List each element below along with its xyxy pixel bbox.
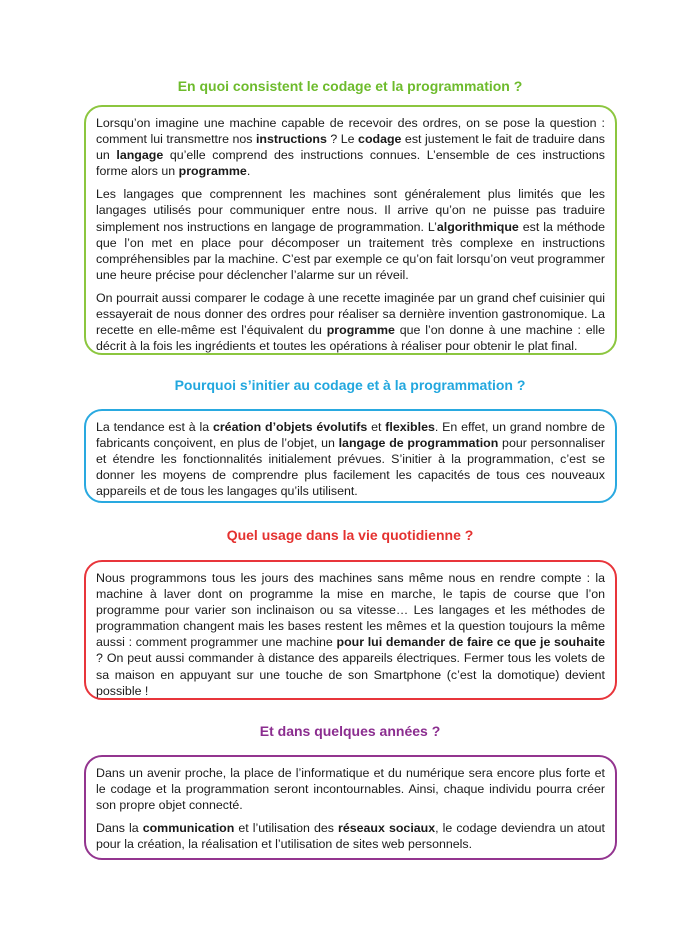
section-3-paragraph-1 xyxy=(96,570,605,699)
text-run: ? On peut aussi commander à distance des appareils électriques. Fermer tous les volets de sa maison en appuyant sur une touche de son Smartphone (c’est la domotique) devient possible ! xyxy=(96,651,605,698)
section-2-title: Pourquoi s’initier au codage et à la programmation ? xyxy=(174,377,526,393)
bold-term: création d’objets évolutifs xyxy=(212,420,368,434)
bold-term: langage de programmation xyxy=(338,436,499,451)
bold-term: réseaux sociaux xyxy=(338,821,436,836)
text-run: La tendance est à la xyxy=(96,420,213,434)
section-1-title: En quoi consistent le codage et la programmation ? xyxy=(177,78,523,94)
text-run: est la méthode que l’on met en place pour décomposer un traitement très complexe en instructions compréhensibles par la machine. C’est par exemple ce qu’on fait lorsqu’on veut programmer une heure précise pour déclencher l’alarme sur un réveil. xyxy=(96,219,605,282)
text-run: pour personnaliser et étendre les fonctionnalités initialement prévues. S’initier à la programmation, c’est se donner les moyens de comprendre plus facilement les capacités de tous ces nouveaux appareils et de tous les langages qu’ils utilisent. xyxy=(96,436,606,499)
section-2-box xyxy=(84,409,617,503)
text-run: , le codage deviendra un atout pour la création, la réalisation et l’utilisation de sites web personnels. xyxy=(96,821,605,852)
section-3-box xyxy=(84,560,617,700)
bold-term: programme xyxy=(178,164,247,179)
text-run: . En effet, un grand nombre de fabricants conçoivent, en plus de l’objet, un xyxy=(96,420,606,451)
bold-term: algorithmique xyxy=(436,219,519,234)
bold-term: programme xyxy=(326,323,395,338)
bold-term: communication xyxy=(142,821,235,836)
section-4-box xyxy=(84,755,617,860)
text-run: est justement le fait de traduire dans un xyxy=(96,132,605,163)
text-run: Dans la xyxy=(96,821,143,836)
section-4-paragraph-2 xyxy=(96,820,605,852)
bold-term: pour lui demander de faire ce que je souhaite xyxy=(336,635,606,650)
bold-term: codage xyxy=(358,132,402,147)
section-1-paragraph-2 xyxy=(96,186,605,283)
text-run: et xyxy=(367,420,386,434)
section-4-paragraph-1 xyxy=(96,765,605,813)
text-run: . xyxy=(246,164,251,179)
section-4-title: Et dans quelques années ? xyxy=(259,723,441,739)
section-3-title: Quel usage dans la vie quotidienne ? xyxy=(226,527,474,543)
text-run: Les langages que comprennent les machines sont généralement plus limités que les langages utilisés pour communiquer entre nous. Il arrive qu’on ne puisse pas traduire simplement nos instructions en langage de programmation. L’ xyxy=(96,187,605,234)
text-run: Nous programmons tous les jours des machines sans même nous en rendre compte : la machine à laver dont on programme la mise en marche, le tapis de course que l’on programme pour varier son inclinaison ou sa vitesse… Les langages et les méthodes de programmation changent mais les bases restent les mêmes et la question toujours la même aussi : comment programmer une machine xyxy=(96,571,605,650)
section-1-paragraph-1 xyxy=(96,115,605,179)
text-run: On pourrait aussi comparer le codage à une recette imaginée par un grand chef cuisinier qui essayerait de nous donner des ordres pour réaliser sa dernière invention gastronomique. La recette en elle-même est l’équivalent du xyxy=(96,290,605,338)
text-run: Dans un avenir proche, la place de l’informatique et du numérique sera encore plus forte et le codage et la programmation seront incontournables. Ainsi, chaque individu pourra créer son propre objet connecté. xyxy=(96,766,605,813)
section-2-paragraph-1 xyxy=(96,419,605,499)
section-1-paragraph-3 xyxy=(96,290,605,354)
text-run: et l’utilisation des xyxy=(234,821,339,836)
text-run: qu’elle comprend des instructions connues. L’ensemble de ces instructions forme alors un xyxy=(96,148,605,179)
bold-term: langage xyxy=(116,148,164,163)
bold-term: instructions xyxy=(255,132,327,147)
text-run: que l’on donne à une machine : elle décrit à la fois les ingrédients et toutes les opérations à réaliser pour obtenir le plat final. xyxy=(96,323,606,354)
text-run: Lorsqu’on imagine une machine capable de recevoir des ordres, on se pose la question : comment lui transmettre nos xyxy=(96,116,605,147)
section-1-box xyxy=(84,105,617,355)
text-run: ? Le xyxy=(326,132,359,147)
bold-term: flexibles xyxy=(385,420,435,434)
